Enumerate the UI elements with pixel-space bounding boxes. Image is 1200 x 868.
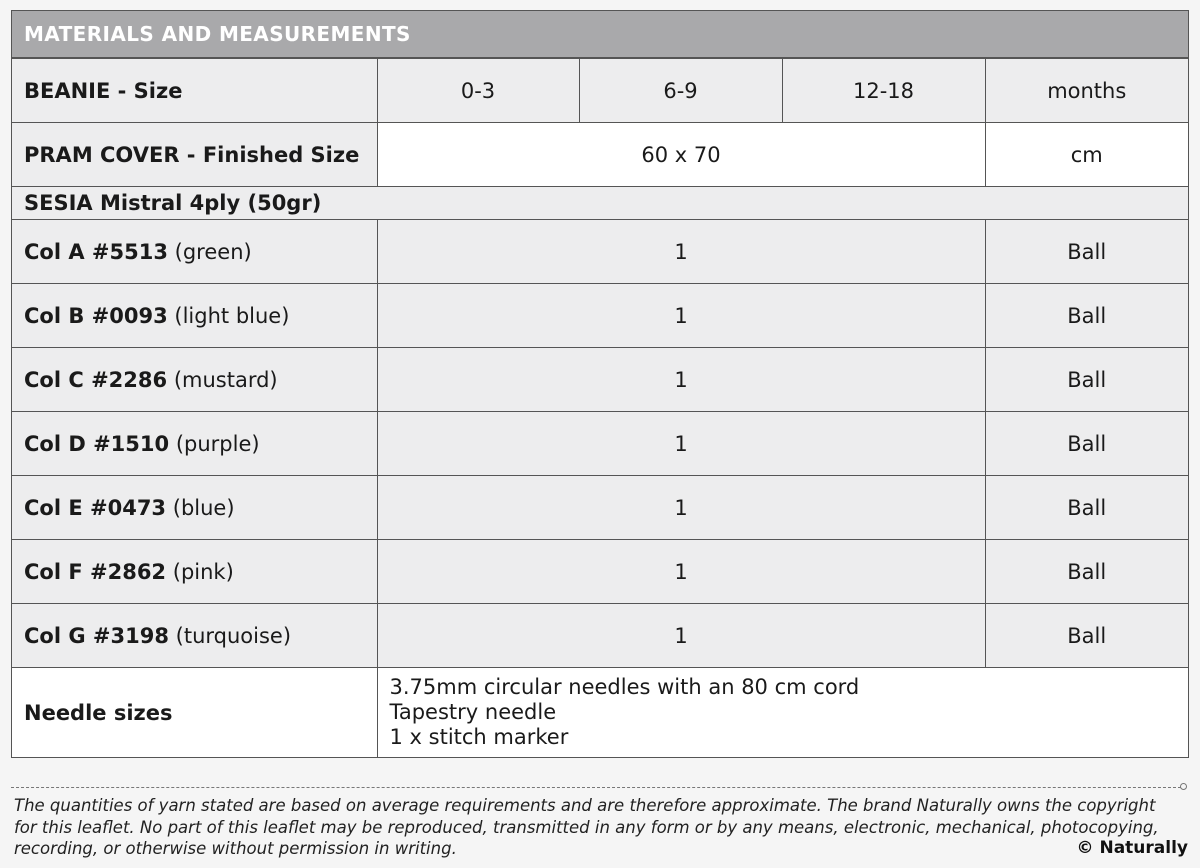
colour-qty: 1 xyxy=(377,412,985,476)
needle-line: 1 x stitch marker xyxy=(389,725,569,749)
table-row xyxy=(12,284,1188,348)
colour-label xyxy=(12,284,377,348)
pram-cover-label: PRAM COVER - Finished Size xyxy=(12,123,377,187)
disclaimer-text xyxy=(14,795,1190,860)
beanie-size-row xyxy=(12,59,1188,123)
colour-unit: Ball xyxy=(985,604,1188,668)
disclaimer-line: recording, or otherwise without permission in writing. xyxy=(14,839,457,858)
colour-code: Col G #3198 xyxy=(24,623,169,648)
materials-table xyxy=(12,58,1188,758)
colour-unit: Ball xyxy=(985,348,1188,412)
colour-code: Col F #2862 xyxy=(24,559,167,584)
pram-cover-size: 60 x 70 xyxy=(377,123,985,187)
table-row xyxy=(12,348,1188,412)
colour-label xyxy=(12,220,377,284)
colour-name: (blue) xyxy=(172,495,235,520)
colour-name: (pink) xyxy=(172,559,234,584)
colour-code: Col E #0473 xyxy=(24,495,167,520)
beanie-size-0-3: 0-3 xyxy=(377,59,579,123)
colour-qty: 1 xyxy=(377,540,985,604)
table-row xyxy=(12,604,1188,668)
colour-unit: Ball xyxy=(985,476,1188,540)
colour-code: Col C #2286 xyxy=(24,367,168,392)
colour-unit: Ball xyxy=(985,284,1188,348)
colour-name: (mustard) xyxy=(173,367,278,392)
colour-unit: Ball xyxy=(985,540,1188,604)
colour-qty: 1 xyxy=(377,476,985,540)
section-title: MATERIALS AND MEASUREMENTS xyxy=(12,11,1188,58)
colour-label xyxy=(12,540,377,604)
materials-table-panel xyxy=(11,10,1189,758)
copyright-notice: © Naturally xyxy=(1076,838,1188,858)
colour-code: Col A #5513 xyxy=(24,239,168,264)
colour-label xyxy=(12,412,377,476)
pram-cover-unit: cm xyxy=(985,123,1188,187)
beanie-size-12-18: 12-18 xyxy=(782,59,985,123)
table-row xyxy=(12,476,1188,540)
colour-qty: 1 xyxy=(377,348,985,412)
yarn-row xyxy=(12,187,1188,220)
needle-list xyxy=(377,668,1188,758)
table-row xyxy=(12,220,1188,284)
colour-qty: 1 xyxy=(377,220,985,284)
table-row xyxy=(12,540,1188,604)
pram-cover-row xyxy=(12,123,1188,187)
colour-label xyxy=(12,476,377,540)
colour-label xyxy=(12,604,377,668)
divider-end-dot xyxy=(1180,783,1187,790)
colour-code: Col B #0093 xyxy=(24,303,168,328)
needle-line: 3.75mm circular needles with an 80 cm cord xyxy=(389,675,860,699)
colour-label xyxy=(12,348,377,412)
colour-unit: Ball xyxy=(985,220,1188,284)
colour-name: (turquoise) xyxy=(175,623,292,648)
colour-qty: 1 xyxy=(377,604,985,668)
beanie-size-label: BEANIE - Size xyxy=(12,59,377,123)
needle-row xyxy=(12,668,1188,758)
beanie-size-6-9: 6-9 xyxy=(579,59,782,123)
colour-name: (light blue) xyxy=(174,303,290,328)
needle-sizes-label: Needle sizes xyxy=(12,668,377,758)
colour-qty: 1 xyxy=(377,284,985,348)
colour-code: Col D #1510 xyxy=(24,431,170,456)
colour-unit: Ball xyxy=(985,412,1188,476)
colour-name: (purple) xyxy=(175,431,260,456)
disclaimer-line: for this leaflet. No part of this leaflet may be reproduced, transmitted in any form or by any means, electronic, mechanical, photocopying, xyxy=(14,817,1159,837)
beanie-size-unit: months xyxy=(985,59,1188,123)
yarn-label: SESIA Mistral 4ply (50gr) xyxy=(12,187,1188,220)
colour-name: (green) xyxy=(174,239,252,264)
needle-line: Tapestry needle xyxy=(389,700,557,724)
divider-dashed xyxy=(11,787,1181,788)
disclaimer-line: The quantities of yarn stated are based on average requirements and are therefore approximate. The brand Naturally owns the copyright xyxy=(14,796,1156,815)
table-row xyxy=(12,412,1188,476)
